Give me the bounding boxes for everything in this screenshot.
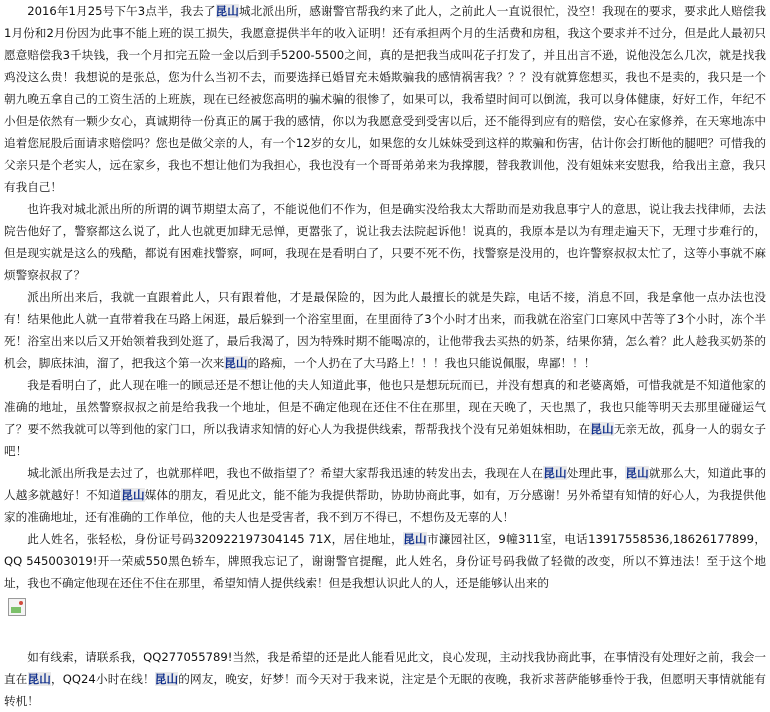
paragraph-text: 我是看明白了，此人现在唯一的顾忌还是不想让他的夫人知道此事，他也只是想玩玩而已，并没有想真的和老婆离婚，可惜我就是不知道他家的准确的地址，虽然警察叔叔之前是给我我一个地址，但是不确定他现在还住不住在那里，现在天晚了，天也黑了，我也只能等明天去那里碰碰运气了？要不然我就可以等到他的家门口，所以我请求知情的好心人为我提供线索，帮帮我找个没有兄弟姐妹相助，在 (4, 378, 766, 436)
paragraph (4, 462, 766, 528)
paragraph-text: 也许我对城北派出所的所谓的调节期望太高了，不能说他们不作为，但是确实没给我太大帮助而是劝我息事宁人的意思，说让我去找律师，去法院告他好了，警察都这么说了，此人也就更加肆无忌惮，更嚣张了，说让我去法院起诉他！说真的，我原本是以为有理走遍天下，无理寸步难行的，但是现实就是这么的残酷，都说有困难找警察，呵呵，我现在是看明白了，只要不死不伤，找警察是没用的，也许警察叔叔太忙了，这等小事就不麻烦警察叔叔了？ (4, 202, 766, 282)
highlighted-keyword: 昆山 (224, 356, 248, 370)
paragraph-text: 城北派出所，感谢警官帮我约来了此人，之前此人一直说很忙，没空！我现在的要求，要求此人赔偿我1月份和2月份因为此事不能上班的误工损失，我愿意提供半年的收入证明！还有承担两个月的生活费和房租，我这个要求并不过分，但是此人最初只愿意赔偿我3千块钱，我一个月扣完五险一金以后到手5200-5500之间，真的是把我当成叫花子打发了，并且出言不逊，说他没怎么几次，就是找我鸡没这么贵！我想说的是张总，您为什么当初不去，而要选择已婚冒充未婚欺骗我的感情祸害我？？？没有就算您想买，我也不是卖的，我只是一个朝九晚五拿自己的工资生活的上班族，现在已经被您高明的骗术骗的很惨了，如果可以，我希望时间可以倒流，我可以身体健康，好好工作，年纪不小但是依然有一颗少女心，真诚期待一份真正的属于我的感情，你以为我愿意受到受害以后，还不能得到应有的赔偿，安心在家修养，在天寒地冻中追着您屁股后面请求赔偿吗？您也是做父亲的人，有一个12岁的女儿，如果您的女儿妹妹受到这样的欺骗和伤害，估计你会打断他的腿吧？可惜我的父亲只是个老实人，远在家乡，我也不想让他们为我担心，我也没有一个哥哥弟弟来为我撑腰，替我教训他，没有姐妹来安慰我，给我出主意，我只有我自己！ (4, 4, 766, 194)
paragraph (4, 198, 766, 286)
highlighted-keyword: 昆山 (403, 532, 427, 546)
closing-paragraphs (4, 646, 766, 712)
article-paragraphs (4, 0, 766, 594)
paragraph-text: 市濂园社区，9幢311室，电话13917558536,18626177899，QQ 545003019!开一荣威550黑色轿车，牌照我忘记了，谢谢警官提醒，此人姓名，身份证号码我做了轻微的改变，所以不算违法！至于这个地址，我也不确定他现在还住不住在那里，希望知情人提供线索！但是我想认识此人的人，还是能够认出来的 (4, 532, 766, 590)
highlighted-keyword: 昆山 (27, 672, 52, 686)
paragraph-text: 如有线索，请联系我，QQ277055789!当然，我是希望的还是此人能看见此文，良心发现，主动找我协商此事，在事情没有处理好之前，我会一直在 (4, 650, 766, 686)
paragraph-text: ，QQ24小时在线！ (51, 672, 155, 686)
paragraph-text: 此人姓名，张轻松，身份证号码320922197304145 71X，居住地址， (27, 532, 404, 546)
paragraph-text: 的路痴，一个人扔在了大马路上！！！我也只能说佩服，卑鄙！！！ (247, 356, 596, 370)
highlighted-keyword: 昆山 (121, 488, 145, 502)
paragraph (4, 286, 766, 374)
paragraph-text: 处理此事， (566, 466, 626, 480)
highlighted-keyword: 昆山 (625, 466, 649, 480)
highlighted-keyword: 昆山 (543, 466, 567, 480)
paragraph-text: 的网友，晚安，好梦！而今天对于我来说，注定是个无眠的夜晚，我祈求菩萨能够垂怜于我，但愿明天事情就能有转机！ (4, 672, 766, 708)
paragraph-text: 派出所出来后，我就一直跟着此人，只有跟着他，才是最保险的，因为此人最擅长的就是失踪，电话不接，消息不回，我是拿他一点办法也没有！结果他此人就一直带着我在马路上闲逛，最后躲到一个浴室里面，在里面待了3个小时才出来，而我就在浴室门口寒风中苦等了3个小时，冻个半死！浴室出来以后又开始领着我到处逛了，最后我渴了，因为特殊时期不能喝凉的，让他带我去买热的奶茶，结果你猜，怎么着？此人趁我买奶茶的机会，脚底抹油，溜了，把我这个第一次来 (4, 290, 766, 370)
paragraph-text: 媒体的朋友，看见此文，能不能为我提供帮助，协助协商此事，如有，万分感谢！另外希望有知情的好心人，为我提供他家的准确地址，还有准确的工作单位，他的夫人也是受害者，我不到万不得已，不想伤及无辜的人！ (4, 488, 766, 524)
paragraph (4, 0, 766, 198)
paragraph-text: 2016年1月25号下午3点半，我去了 (27, 4, 216, 18)
broken-image-icon (8, 598, 26, 616)
spacer (4, 616, 766, 646)
paragraph (4, 528, 766, 594)
paragraph (4, 374, 766, 462)
highlighted-keyword: 昆山 (154, 672, 179, 686)
paragraph-text: 就那么大，知道此事的人越多就越好！不知道 (4, 466, 766, 502)
paragraph-text: 无亲无故，孤身一人的弱女子吧！ (4, 422, 766, 458)
paragraph-text: 城北派出所我是去过了，也就那样吧，我也不做指望了？希望大家帮我迅速的转发出去，我现在人在 (27, 466, 544, 480)
highlighted-keyword: 昆山 (215, 4, 239, 18)
highlighted-keyword: 昆山 (590, 422, 614, 436)
paragraph (4, 646, 766, 712)
